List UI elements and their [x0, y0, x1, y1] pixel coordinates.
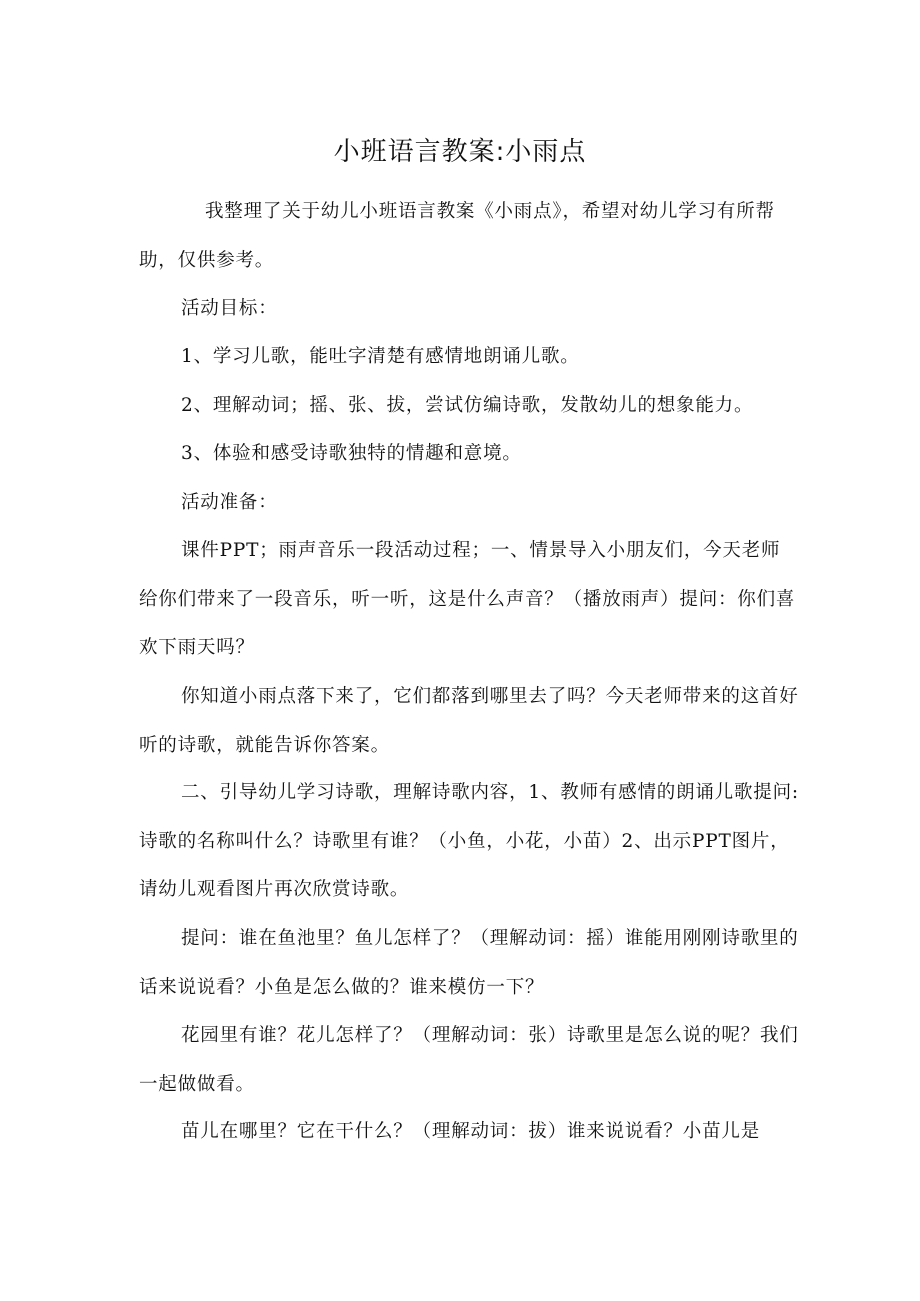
paragraph-flower: 花园里有谁？花儿怎样了？（理解动词：张）诗歌里是怎么说的呢？我们一起做做看。	[139, 1025, 799, 1095]
paragraph-goal-2: 2、理解动词；摇、张、拔，尝试仿编诗歌，发散幼儿的想象能力。	[181, 395, 754, 416]
paragraph-goals-heading: 活动目标：	[181, 298, 278, 319]
document-title: 小班语言教案:小雨点	[333, 137, 587, 167]
paragraph-prep-content: 课件PPT；雨声音乐一段活动过程；一、情景导入小朋友们，今天老师给你们带来了一段音乐，听一听，这是什么声音？（播放雨声）提问：你们喜欢下雨天吗？	[139, 540, 796, 658]
paragraph-intro: 我整理了关于幼儿小班语言教案《小雨点》，希望对幼儿学习有所帮助，仅供参考。	[139, 201, 775, 271]
paragraph-fish: 提问：谁在鱼池里？鱼儿怎样了？（理解动词：摇）谁能用刚刚诗歌里的话来说说看？小鱼是怎么做的？谁来模仿一下？	[139, 928, 799, 998]
paragraph-step-2: 二、引导幼儿学习诗歌，理解诗歌内容，1、教师有感情的朗诵儿歌提问:诗歌的名称叫什么？诗歌里有谁？（小鱼，小花，小苗）2、出示PPT图片，请幼儿观看图片再次欣赏诗歌。	[139, 782, 799, 900]
paragraph-prep-heading: 活动准备：	[181, 492, 278, 513]
paragraph-seedling: 苗儿在哪里？它在干什么？（理解动词：拔）谁来说说看？小苗儿是	[181, 1121, 761, 1142]
paragraph-goal-1: 1、学习儿歌，能吐字清楚有感情地朗诵儿歌。	[181, 346, 580, 367]
paragraph-goal-3: 3、体验和感受诗歌独特的情趣和意境。	[181, 443, 522, 464]
paragraph-question: 你知道小雨点落下来了，它们都落到哪里去了吗？今天老师带来的这首好听的诗歌，就能告诉你答案。	[139, 686, 799, 756]
